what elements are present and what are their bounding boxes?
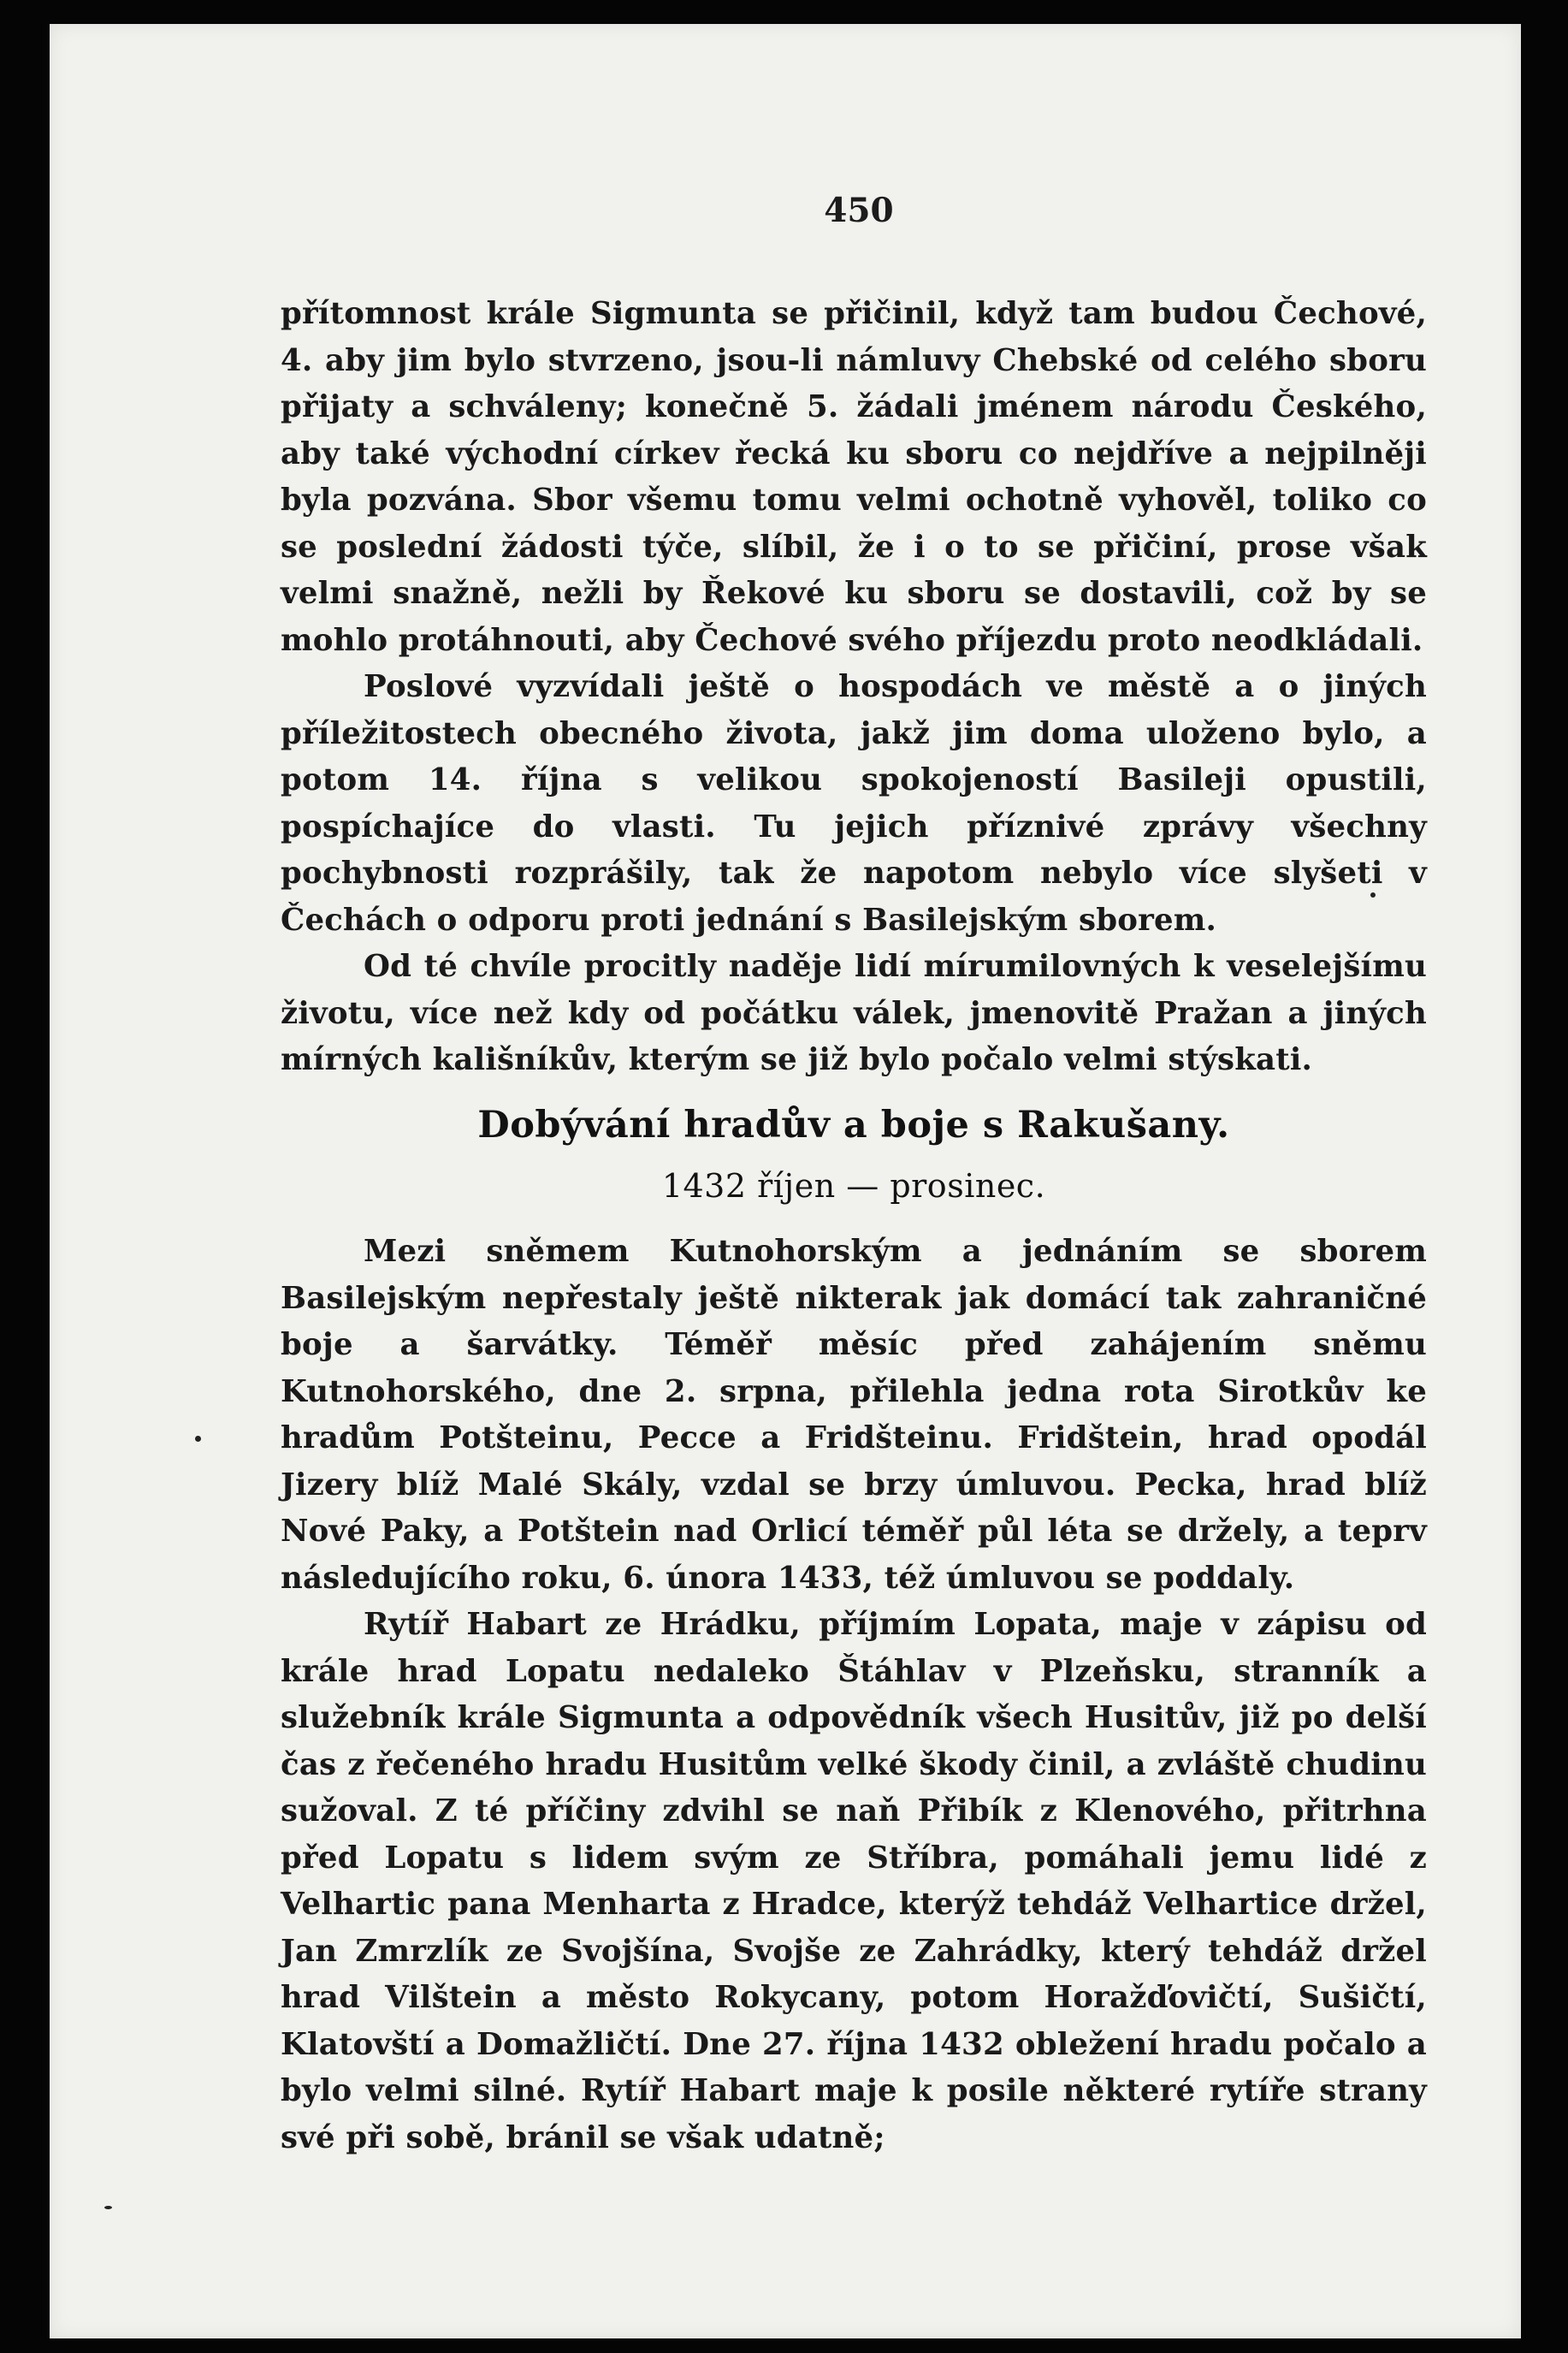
dust-speck — [104, 2206, 112, 2209]
section-date: 1432 říjen — prosinec. — [661, 1167, 1046, 1205]
paragraph: Rytíř Habart ze Hrádku, příjmím Lopata, maje v zápisu od krále hrad Lopatu nedaleko Štáhlav v Plzeňsku, stranník a služebník krále Sigmunta a odpovědník všech Husitův, již po delší čas z řečeného hradu Husitům velké škody činil, a zvláště chudinu sužoval. Z té příčiny zdvihl se naň Přibík z Klenového, přitrhna před Lopatu s lidem svým ze Stříbra, pomáhali jemu lidé z Velhartic pana Menharta z Hradce, kterýž tehdáž Velhartice držel, Jan Zmrzlík ze Svojšína, Svojše ze Zahrádky, který tehdáž držel hrad Vilštein a město Rokycany, potom Horažďovičtí, Sušičtí, Klatovští a Domažličtí. Dne 27. října 1432 obležení hradu počalo a bylo velmi silné. Rytíř Habart maje k posile některé rytíře strany své při sobě, bránil se však udatně; — [281, 1607, 1427, 2155]
paragraph: Mezi sněmem Kutnohorským a jednáním se sborem Basilejským nepřestaly ještě nikterak jak domácí tak zahraničné boje a šarvátky. Téměř měsíc před zahájením sněmu Kutnohorského, dne 2. srpna, přilehla jedna rota Sirotkův ke hradům Potšteinu, Pecce a Fridšteinu. Fridštein, hrad opodál Jizery blíž Malé Skály, vzdal se brzy úmluvou. Pecka, hrad blíž Nové Paky, a Potštein nad Orlicí téměř půl léta se držely, a teprv následujícího roku, 6. února 1433, též úmluvou se poddaly. — [281, 1234, 1427, 1596]
text-block-top — [281, 291, 1427, 1084]
book-page — [50, 24, 1521, 2338]
paragraph: Od té chvíle procitly naděje lidí mírumilovných k veselejšímu životu, více než kdy od počátku válek, jmenovitě Pražan a jiných mírných kališníkův, kterým se již bylo počalo velmi stýskati. — [281, 949, 1427, 1077]
section-title: Dobývání hradův a boje s Rakušany. — [477, 1104, 1230, 1147]
paragraph: Poslové vyzvídali ještě o hospodách ve městě a o jiných příležitostech obecného života, jakž jim doma uloženo bylo, a potom 14. října s velikou spokojeností Basileji opustili, pospíchajíce do vlasti. Tu jejich příznivé zprávy všechny pochybnosti rozprášily, tak že napotom nebylo více slyšeti v Čechách o odporu proti jednání s Basilejským sborem. — [281, 669, 1427, 938]
dust-speck — [195, 1436, 201, 1442]
page-number: 450 — [824, 191, 894, 230]
text-block-bottom — [281, 1229, 1427, 2161]
dust-speck — [1370, 892, 1376, 898]
paragraph: přítomnost krále Sigmunta se přičinil, když tam budou Čechové, 4. aby jim bylo stvrzeno, jsou-li námluvy Chebské od celého sboru přijaty a schváleny; konečně 5. žádali jménem národu Českého, aby také východní církev řecká ku sboru co nejdříve a nejpilněji byla pozvána. Sbor všemu tomu velmi ochotně vyhověl, toliko co se poslední žádosti týče, slíbil, že i o to se přičiní, prose však velmi snažně, nežli by Řekové ku sboru se dostavili, což by se mohlo protáhnouti, aby Čechové svého příjezdu proto neodkládali. — [281, 296, 1427, 658]
